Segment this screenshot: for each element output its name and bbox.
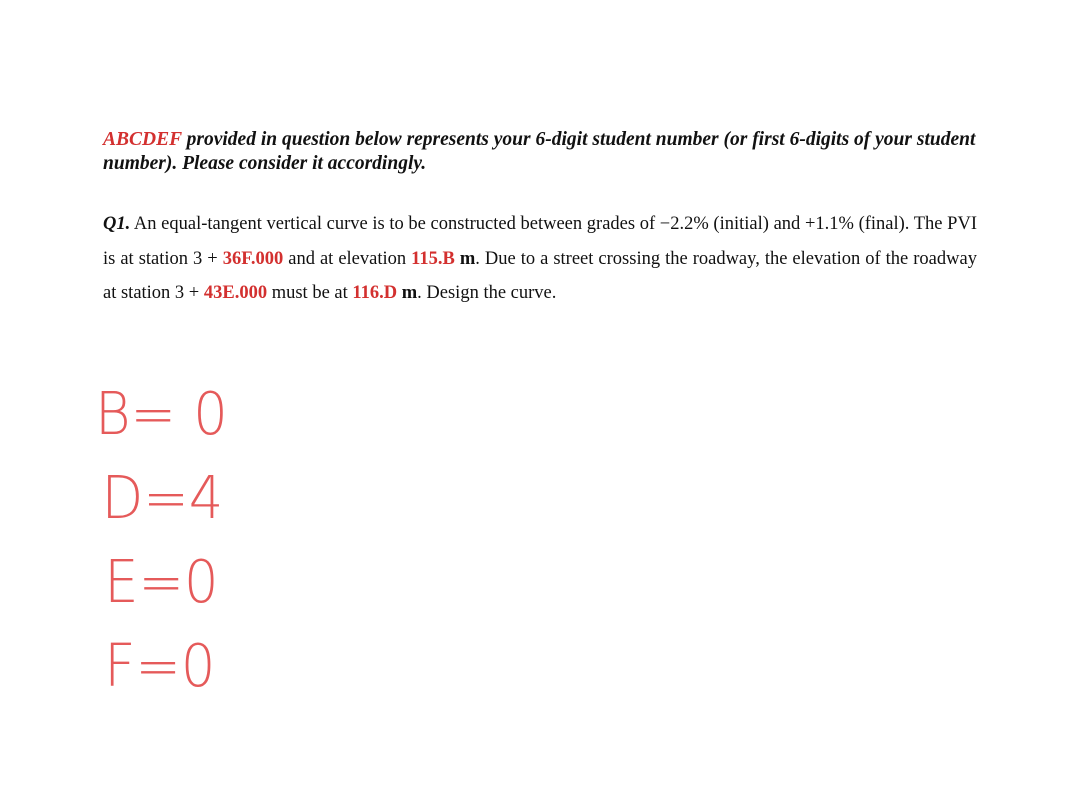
pvi-station: 36F.000 bbox=[222, 248, 284, 269]
instruction-body: provided in question below represents your 6-digit student number (or first 6-digits of your student number). Please consider it accordingly. bbox=[103, 129, 976, 174]
question-text-part1: An equal-tangent vertical curve is to be constructed between grades of −2.2% (initial) and +1.1% (final). The PVI is at station 3 + bbox=[103, 214, 977, 269]
handwritten-answers bbox=[95, 372, 239, 708]
answer-b: B= 0 bbox=[95, 379, 228, 448]
question-text-part4: must be at bbox=[267, 283, 353, 303]
question-text-part2: and at elevation bbox=[283, 248, 412, 269]
question-paragraph bbox=[103, 207, 977, 311]
answer-d: D=4 bbox=[101, 463, 224, 532]
question-text-part5: . Design the curve. bbox=[417, 283, 557, 303]
pvi-elevation-unit: m bbox=[454, 248, 476, 269]
crossing-station: 43E.000 bbox=[203, 283, 268, 303]
pvi-elevation: 115.B bbox=[411, 248, 455, 269]
crossing-elevation-unit: m bbox=[397, 283, 418, 303]
crossing-elevation: 116.D bbox=[352, 283, 398, 303]
answer-e: E=0 bbox=[104, 547, 219, 616]
instruction-text bbox=[103, 128, 983, 176]
student-number-placeholder: ABCDEF bbox=[103, 129, 182, 150]
question-text-part3: . Due to a street crossing the roadway, the elevation of the roadway at station 3 + bbox=[103, 248, 977, 303]
question-number: Q1. bbox=[103, 214, 131, 234]
answer-f: F=0 bbox=[104, 631, 216, 700]
